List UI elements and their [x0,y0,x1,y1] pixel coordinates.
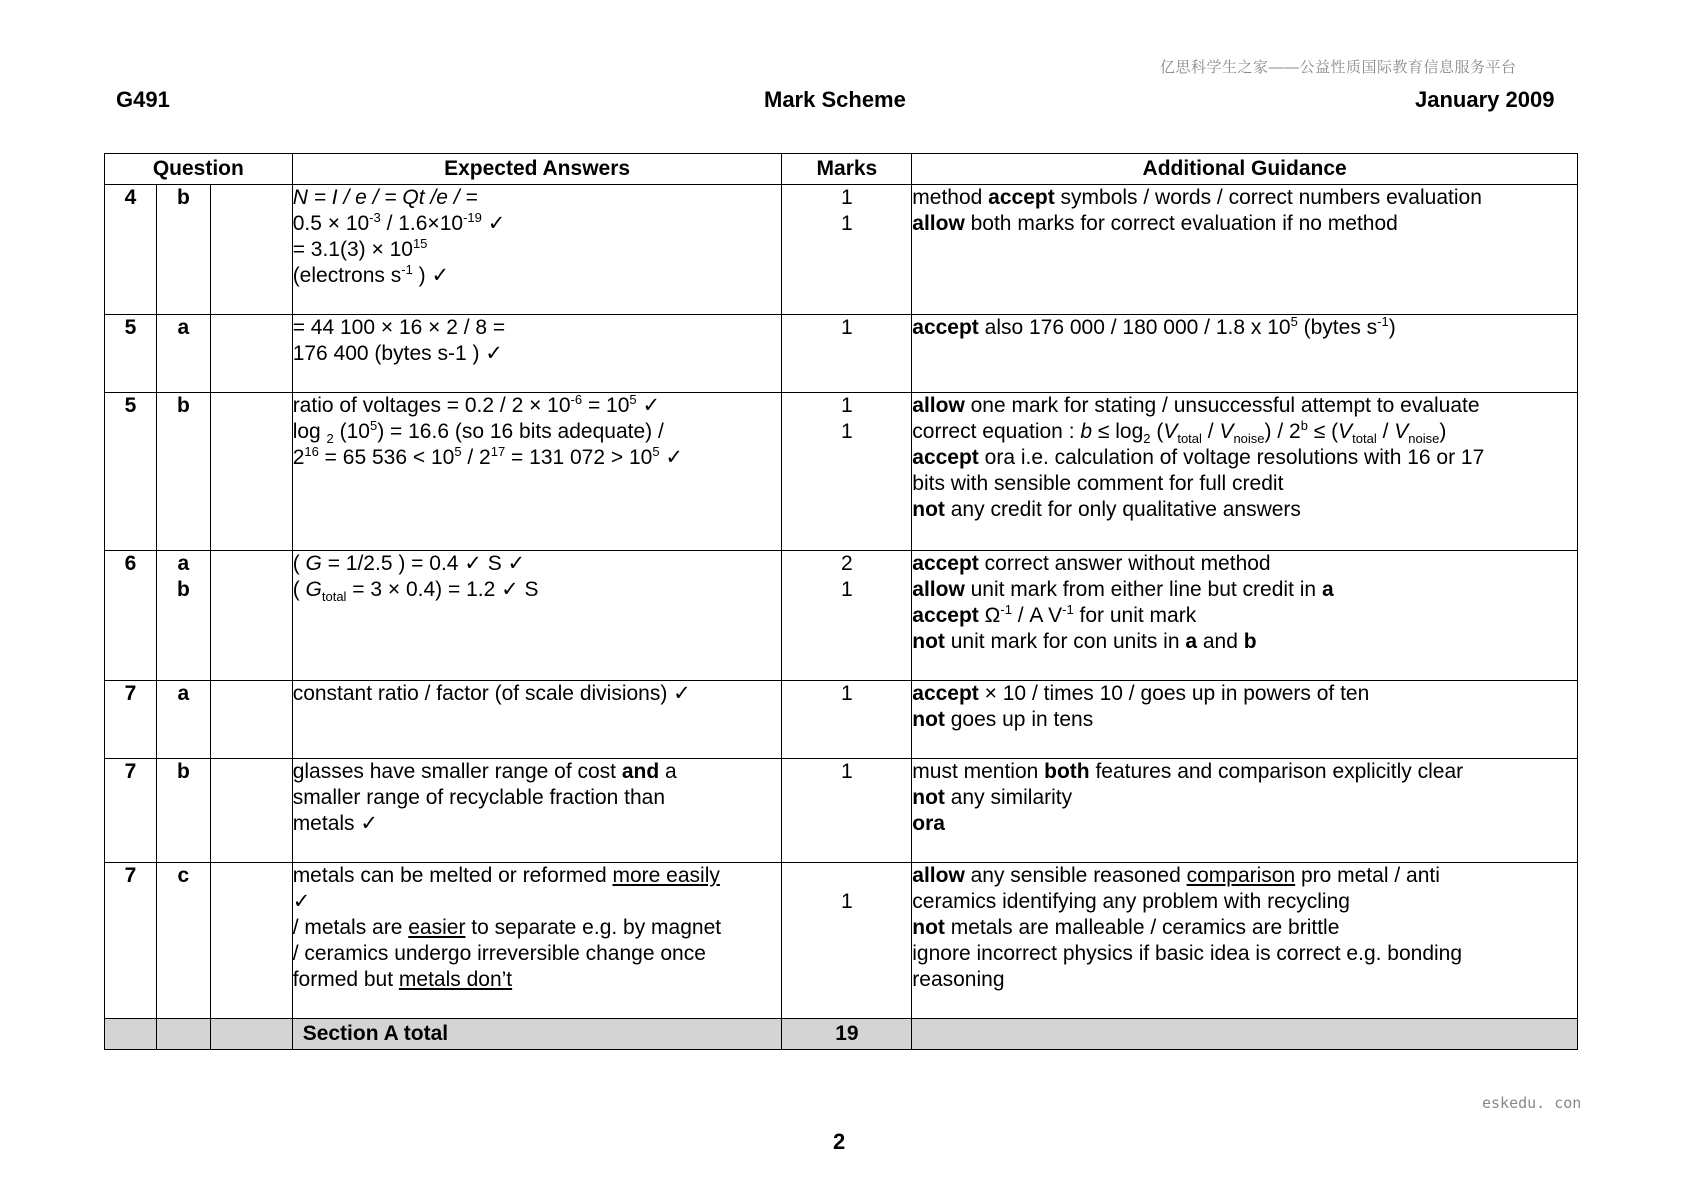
expected-answer: glasses have smaller range of cost and a smaller range of recyclable fraction than metals ✓ [292,759,782,863]
question-subpart [210,393,292,551]
guidance: accept correct answer without method allow unit mark from either line but credit in a accept $\Omega^{-1}$ / A $V^{-1}$ for unit mark not unit mark for con units in a and b [912,551,1578,681]
question-part: a b [156,551,210,681]
answer-line: N = I / e / = Qt /e / = [292,186,478,209]
question-part: b [156,759,210,863]
marks-cell: 2 1 [782,551,912,681]
table-row [105,315,1578,393]
expected-answer: constant ratio / factor (of scale divisions) ✓ [292,681,782,759]
table-row [105,681,1578,759]
paper-code: G491 [116,87,170,112]
table-header-row [105,154,1578,185]
header-guidance: Additional Guidance [912,154,1578,185]
question-number: 5 [105,315,157,393]
guidance: allow one mark for stating / unsuccessful attempt to evaluate correct equation : $b \le \log_2 (V_{total} / V_{noise}) / 2^b \le (V_{total} / V_{noise})$ accept ora i.e. calculation of voltage resolutions with 16 or 17 bits with sensible comment for full credit not any credit for only qualitative answers [912,393,1578,551]
header-question: Question [105,154,293,185]
question-subpart [210,185,292,315]
answer-line: = $3.1(3) \times 10^{15}$ [292,236,428,261]
question-part: a [156,681,210,759]
section-total-row [105,1019,1578,1050]
question-part: a [156,315,210,393]
table-row [105,759,1578,863]
mark-scheme-table [104,153,1578,1050]
question-subpart [210,863,292,1019]
marks-cell: 1 [782,681,912,759]
expected-answer [292,185,782,315]
marks-cell: 1 1 [782,185,912,315]
question-part: b [156,185,210,315]
guidance: must mention both features and comparison explicitly clear not any similarity ora [912,759,1578,863]
table-row [105,185,1578,315]
guidance: accept × 10 / times 10 / goes up in powers of ten not goes up in tens [912,681,1578,759]
question-number: 7 [105,681,157,759]
answer-line: $0.5 \times 10^{-3} / 1.6\times 10^{-19}$ ✓ [292,210,506,235]
table-row [105,863,1578,1019]
expected-answer: metals can be melted or reformed more easily ✓ / metals are easier to separate e.g. by magnet / ceramics undergo irreversible change once formed but metals don’t [292,863,782,1019]
header-expected-answers: Expected Answers [292,154,782,185]
watermark-bottom: eskedu. con [1482,1094,1582,1112]
question-subpart [210,759,292,863]
question-part: b [156,393,210,551]
header-marks: Marks [782,154,912,185]
expected-answer: ( G = 1/2.5 ) = 0.4 ✓ S ✓ ( $G_{total} = 3 \times 0.4) = 1.2$ ✓ S [292,551,782,681]
expected-answer: ratio of voltages = $0.2 / 2 \times 10^{-6} = 10^5$ ✓ log $_2$ $(10^5) = 16.6$ (so 16 bits adequate) / $2^{16} = 65$ $536 < 10^5 / 2^{17} = 131$ $072 > 10^5$ ✓ [292,393,782,551]
section-total-label: Section A total [292,1019,782,1050]
section-total-marks: 19 [782,1019,912,1050]
page-number: 2 [833,1129,846,1154]
watermark-top: 亿思科学生之家——公益性质国际教育信息服务平台 [1160,59,1517,76]
question-number: 7 [105,759,157,863]
question-number: 4 [105,185,157,315]
table-row [105,393,1578,551]
question-subpart [210,315,292,393]
table-row [105,551,1578,681]
exam-date: January 2009 [1415,87,1555,112]
answer-line: (electrons $s^{-1}$ ) ✓ [292,262,450,287]
question-part: c [156,863,210,1019]
guidance: method accept symbols / words / correct numbers evaluation allow both marks for correct evaluation if no method [912,185,1578,315]
question-number: 5 [105,393,157,551]
question-subpart [210,551,292,681]
guidance: accept also 176 000 / 180 000 / 1.8 x $10^5$ (bytes $s^{-1}$) [912,315,1578,393]
marks-cell: 1 [782,315,912,393]
marks-cell: 1 [782,863,912,1019]
question-number: 6 [105,551,157,681]
marks-cell: 1 1 [782,393,912,551]
marks-cell: 1 [782,759,912,863]
document-title: Mark Scheme [764,87,906,112]
expected-answer: = 44 100 × 16 × 2 / 8 = 176 400 (bytes s-1 ) ✓ [292,315,782,393]
guidance: allow any sensible reasoned comparison pro metal / anti ceramics identifying any problem with recycling not metals are malleable / ceramics are brittle ignore incorrect physics if basic idea is correct e.g. bonding reasoning [912,863,1578,1019]
question-number: 7 [105,863,157,1019]
question-subpart [210,681,292,759]
